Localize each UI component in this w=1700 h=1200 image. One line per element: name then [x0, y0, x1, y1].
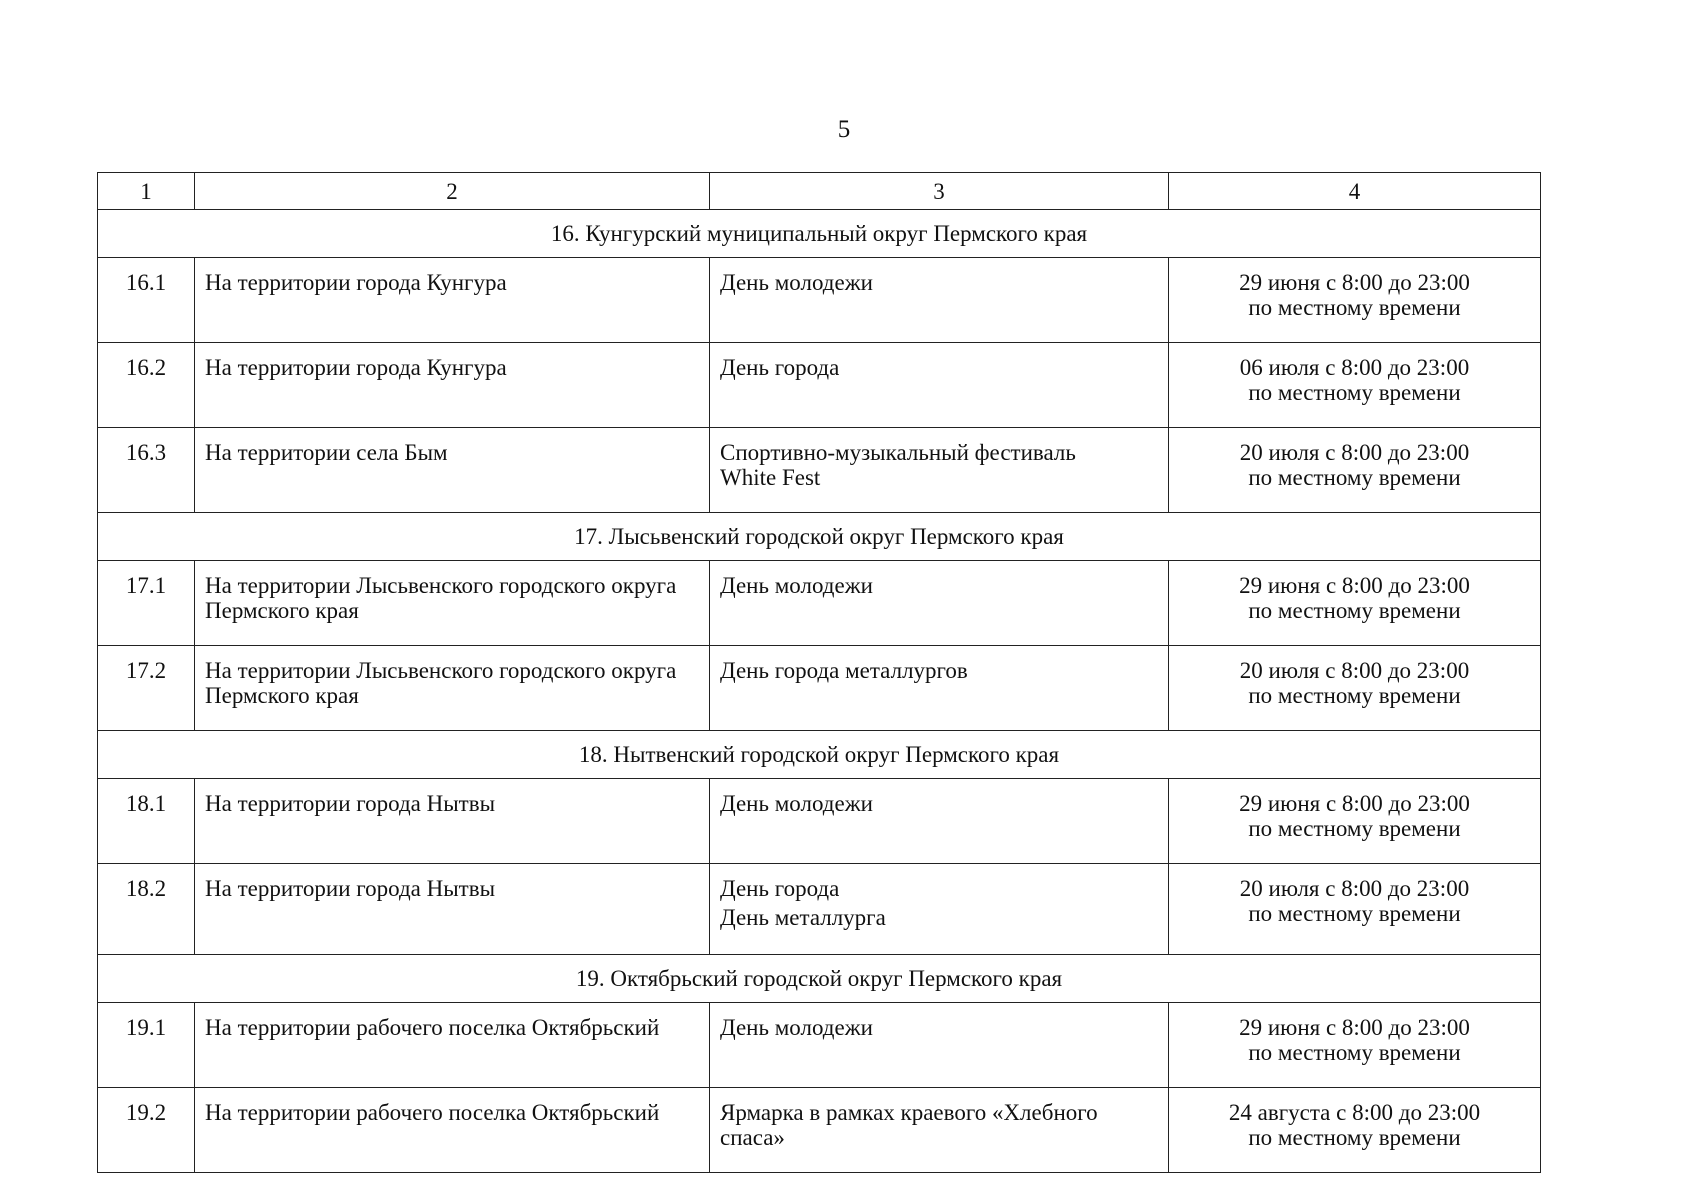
column-header-row: [98, 173, 1541, 210]
row-place: На территории Лысьвенского городского округа Пермского края: [195, 646, 710, 731]
page-number: 5: [837, 116, 851, 143]
time-line: по местному времени: [1248, 901, 1461, 926]
row-event: [710, 1088, 1169, 1173]
row-place: На территории рабочего поселка Октябрьский: [195, 1003, 710, 1088]
row-time: [1169, 258, 1541, 343]
row-number: 16.1: [98, 258, 195, 343]
section-row: [98, 955, 1541, 1003]
row-event: [710, 1003, 1169, 1088]
section-row: [98, 513, 1541, 561]
row-time: [1169, 343, 1541, 428]
schedule-table: [97, 172, 1541, 1173]
row-place: На территории села Бым: [195, 428, 710, 513]
time-line: 24 августа с 8:00 до 23:00: [1228, 1100, 1481, 1125]
table-row: [98, 343, 1541, 428]
section-title: 17. Лысьвенский городской округ Пермского края: [98, 513, 1541, 561]
time-line: 29 июня с 8:00 до 23:00: [1239, 573, 1470, 598]
row-place: На территории города Нытвы: [195, 779, 710, 864]
row-event: [710, 864, 1169, 955]
row-place: На территории города Кунгура: [195, 258, 710, 343]
table-row: [98, 1003, 1541, 1088]
column-header: 3: [710, 173, 1169, 210]
event-line: День молодежи: [720, 1015, 873, 1040]
row-event: [710, 258, 1169, 343]
time-line: по местному времени: [1248, 598, 1461, 623]
table-row: [98, 779, 1541, 864]
row-place: На территории города Нытвы: [195, 864, 710, 955]
column-header: 4: [1169, 173, 1541, 210]
row-number: 17.1: [98, 561, 195, 646]
time-line: 20 июля с 8:00 до 23:00: [1239, 876, 1470, 901]
row-time: [1169, 646, 1541, 731]
row-event: [710, 779, 1169, 864]
section-title: 16. Кунгурский муниципальный округ Пермского края: [98, 210, 1541, 258]
event-line: День города металлургов: [720, 658, 968, 683]
section-title: 19. Октябрьский городской округ Пермского края: [98, 955, 1541, 1003]
table-row: [98, 1088, 1541, 1173]
row-event: [710, 428, 1169, 513]
time-line: 20 июля с 8:00 до 23:00: [1239, 440, 1470, 465]
row-time: [1169, 428, 1541, 513]
time-line: по местному времени: [1248, 295, 1461, 320]
time-line: 29 июня с 8:00 до 23:00: [1239, 270, 1470, 295]
table-row: [98, 428, 1541, 513]
row-place: На территории рабочего поселка Октябрьский: [195, 1088, 710, 1173]
column-header: 2: [195, 173, 710, 210]
event-line: День молодежи: [720, 270, 873, 295]
table-row: [98, 258, 1541, 343]
row-number: 16.2: [98, 343, 195, 428]
event-line: День города: [720, 355, 840, 380]
row-number: 18.2: [98, 864, 195, 955]
time-line: по местному времени: [1248, 683, 1461, 708]
row-event: [710, 561, 1169, 646]
row-number: 19.2: [98, 1088, 195, 1173]
table-row: [98, 864, 1541, 955]
row-time: [1169, 1003, 1541, 1088]
column-header: 1: [98, 173, 195, 210]
time-line: 29 июня с 8:00 до 23:00: [1239, 1015, 1470, 1040]
section-row: [98, 210, 1541, 258]
time-line: по местному времени: [1248, 816, 1461, 841]
row-number: 18.1: [98, 779, 195, 864]
event-line: День города: [720, 876, 840, 901]
row-number: 19.1: [98, 1003, 195, 1088]
event-line: День молодежи: [720, 791, 873, 816]
time-line: по местному времени: [1248, 1125, 1461, 1150]
event-line: День металлурга: [720, 905, 886, 930]
row-number: 16.3: [98, 428, 195, 513]
row-place: На территории Лысьвенского городского округа Пермского края: [195, 561, 710, 646]
row-time: [1169, 1088, 1541, 1173]
table-row: [98, 646, 1541, 731]
row-time: [1169, 561, 1541, 646]
section-row: [98, 731, 1541, 779]
event-line: Ярмарка в рамках краевого «Хлебного спаса»: [720, 1100, 1098, 1150]
event-line: День молодежи: [720, 573, 873, 598]
row-event: [710, 343, 1169, 428]
row-number: 17.2: [98, 646, 195, 731]
table-row: [98, 561, 1541, 646]
section-title: 18. Нытвенский городской округ Пермского края: [98, 731, 1541, 779]
time-line: 06 июля с 8:00 до 23:00: [1239, 355, 1470, 380]
time-line: по местному времени: [1248, 1040, 1461, 1065]
event-line: Спортивно-музыкальный фестиваль: [720, 440, 1076, 465]
time-line: 20 июля с 8:00 до 23:00: [1239, 658, 1470, 683]
row-event: [710, 646, 1169, 731]
event-line: White Fest: [720, 465, 821, 490]
time-line: по местному времени: [1248, 380, 1461, 405]
row-time: [1169, 779, 1541, 864]
time-line: по местному времени: [1248, 465, 1461, 490]
row-place: На территории города Кунгура: [195, 343, 710, 428]
time-line: 29 июня с 8:00 до 23:00: [1239, 791, 1470, 816]
row-time: [1169, 864, 1541, 955]
